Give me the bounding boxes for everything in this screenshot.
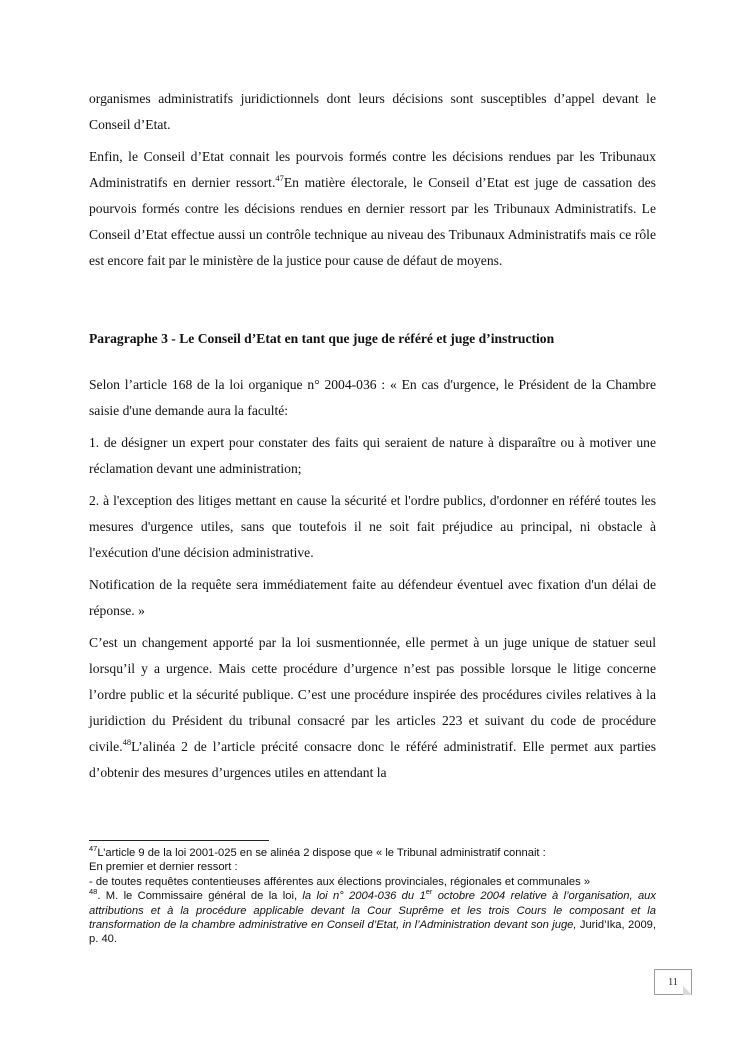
- document-body: [89, 86, 656, 786]
- footnotes: [89, 846, 656, 947]
- footnote-48-title-a: la loi n° 2004-036 du 1: [302, 890, 426, 903]
- footnote-48-ordinal: er: [425, 887, 433, 897]
- paragraph-6: Notification de la requête sera immédiatement faite au défendeur éventuel avec fixation d'un délai de réponse. »: [89, 577, 656, 618]
- paragraph-3: Selon l’article 168 de la loi organique n° 2004-036 : « En cas d'urgence, le Président de la Chambre saisie d'une demande aura la faculté:: [89, 377, 656, 418]
- page-number: 11: [654, 969, 692, 995]
- footnote-47-line-2: En premier et dernier ressort :: [89, 861, 238, 874]
- footnote-ref-47[interactable]: 47: [275, 173, 284, 183]
- paragraph-7-text-a: C’est un changement apporté par la loi susmentionnée, elle permet à un juge unique de statuer seul lorsqu’il y a urgence. Mais cette procédure d’urgence n’est pas possible lorsque le litige concerne l’ordre public et la sécurité publique. C’est une procédure inspirée des procédures civiles relatives à la juridiction du Président du tribunal consacré par les articles 223 et suivant du code de procédure civile.: [89, 635, 656, 754]
- paragraph-7: [89, 630, 656, 786]
- paragraph-2-text-a: Enfin, le Conseil d’Etat connait les pourvois formés contre les décisions rendues par les Tribunaux Administratifs en dernier ressort.: [89, 149, 656, 190]
- paragraph-7-text-b: L’alinéa 2 de l’article précité consacre donc le référé administratif. Elle permet aux parties d’obtenir des mesures d’urgences utiles en attendant la: [89, 739, 656, 780]
- paragraph-1: organismes administratifs juridictionnels dont leurs décisions sont susceptibles d’appel devant le Conseil d’Etat.: [89, 91, 656, 132]
- footnote-ref-48[interactable]: 48: [122, 737, 132, 747]
- footnote-47-line-3: - de toutes requêtes contentieuses afférentes aux élections provinciales, régionales et communales »: [89, 875, 591, 888]
- footnote-48: [89, 889, 656, 947]
- footnote-48-text-a: . M. le Commissaire général de la loi,: [97, 890, 303, 903]
- footnote-47: [89, 846, 656, 889]
- paragraph-2-text-b: En matière électorale, le Conseil d’Etat est juge de cassation des pourvois formés contre les décisions rendues en dernier ressort par les Tribunaux Administratifs. Le Conseil d’Etat effectue aussi un contrôle technique au niveau des Tribunaux Administratifs mais ce rôle est encore fait par le ministère de la justice pour cause de défaut de moyens.: [89, 175, 656, 268]
- footnote-separator: [89, 840, 269, 841]
- footnote-48-title-b: octobre 2004 relative à l’organisation, aux attributions et à la procédure applicable devant la Cour Suprême et les trois Cours le composant et la transformation de la chambre administrative en Conseil d’Etat, in l’Administration devant son juge,: [89, 890, 656, 932]
- paragraph-4: 1. de désigner un expert pour constater des faits qui seraient de nature à disparaître ou à motiver une réclamation devant une administration;: [89, 435, 656, 476]
- paragraph-5: 2. à l'exception des litiges mettant en cause la sécurité et l'ordre publics, d'ordonner en référé toutes les mesures d'urgence utiles, sans que toutefois il ne soit fait préjudice au principal, ni obstacle à l'exécution d'une décision administrative.: [89, 493, 656, 560]
- footnote-48-source: Jurid’Ika, 2009, p. 40.: [89, 919, 656, 946]
- paragraph-2: [89, 144, 656, 274]
- footnote-number-48: 48: [89, 887, 98, 897]
- page-corner-fold: [683, 986, 692, 995]
- footnote-47-line-1: L’article 9 de la loi 2001-025 en se alinéa 2 dispose que « le Tribunal administratif connait :: [97, 847, 546, 859]
- section-heading: Paragraphe 3 - Le Conseil d’Etat en tant que juge de référé et juge d’instruction: [89, 331, 555, 346]
- footnote-number-47: 47: [89, 844, 98, 853]
